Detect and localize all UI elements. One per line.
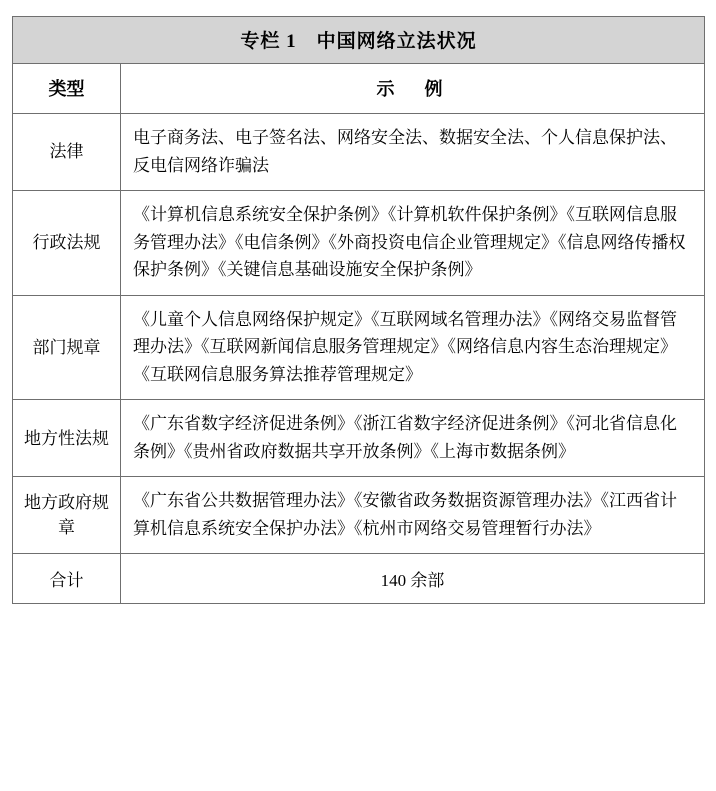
legislation-table	[12, 16, 705, 604]
row-type: 行政法规	[13, 191, 121, 296]
row-example: 《儿童个人信息网络保护规定》《互联网域名管理办法》《网络交易监督管理办法》《互联网新闻信息服务管理规定》《网络信息内容生态治理规定》《互联网信息服务算法推荐管理规定》	[121, 295, 705, 400]
table-title: 专栏 1 中国网络立法状况	[13, 17, 705, 64]
row-type: 地方政府规章	[13, 477, 121, 554]
row-type: 地方性法规	[13, 400, 121, 477]
table-total-row	[13, 554, 705, 604]
row-example: 《计算机信息系统安全保护条例》《计算机软件保护条例》《互联网信息服务管理办法》《电信条例》《外商投资电信企业管理规定》《信息网络传播权保护条例》《关键信息基础设施安全保护条例》	[121, 191, 705, 296]
total-label: 合计	[13, 554, 121, 604]
table-row	[13, 295, 705, 400]
table-title-row	[13, 17, 705, 64]
row-type: 部门规章	[13, 295, 121, 400]
header-example: 示 例	[121, 64, 705, 114]
header-type: 类型	[13, 64, 121, 114]
row-example: 《广东省数字经济促进条例》《浙江省数字经济促进条例》《河北省信息化条例》《贵州省政府数据共享开放条例》《上海市数据条例》	[121, 400, 705, 477]
table-row	[13, 191, 705, 296]
table-row	[13, 400, 705, 477]
row-type: 法律	[13, 114, 121, 191]
table-row	[13, 114, 705, 191]
total-value: 140 余部	[121, 554, 705, 604]
table-row	[13, 477, 705, 554]
row-example: 电子商务法、电子签名法、网络安全法、数据安全法、个人信息保护法、反电信网络诈骗法	[121, 114, 705, 191]
table-header-row	[13, 64, 705, 114]
row-example: 《广东省公共数据管理办法》《安徽省政务数据资源管理办法》《江西省计算机信息系统安全保护办法》《杭州市网络交易管理暂行办法》	[121, 477, 705, 554]
